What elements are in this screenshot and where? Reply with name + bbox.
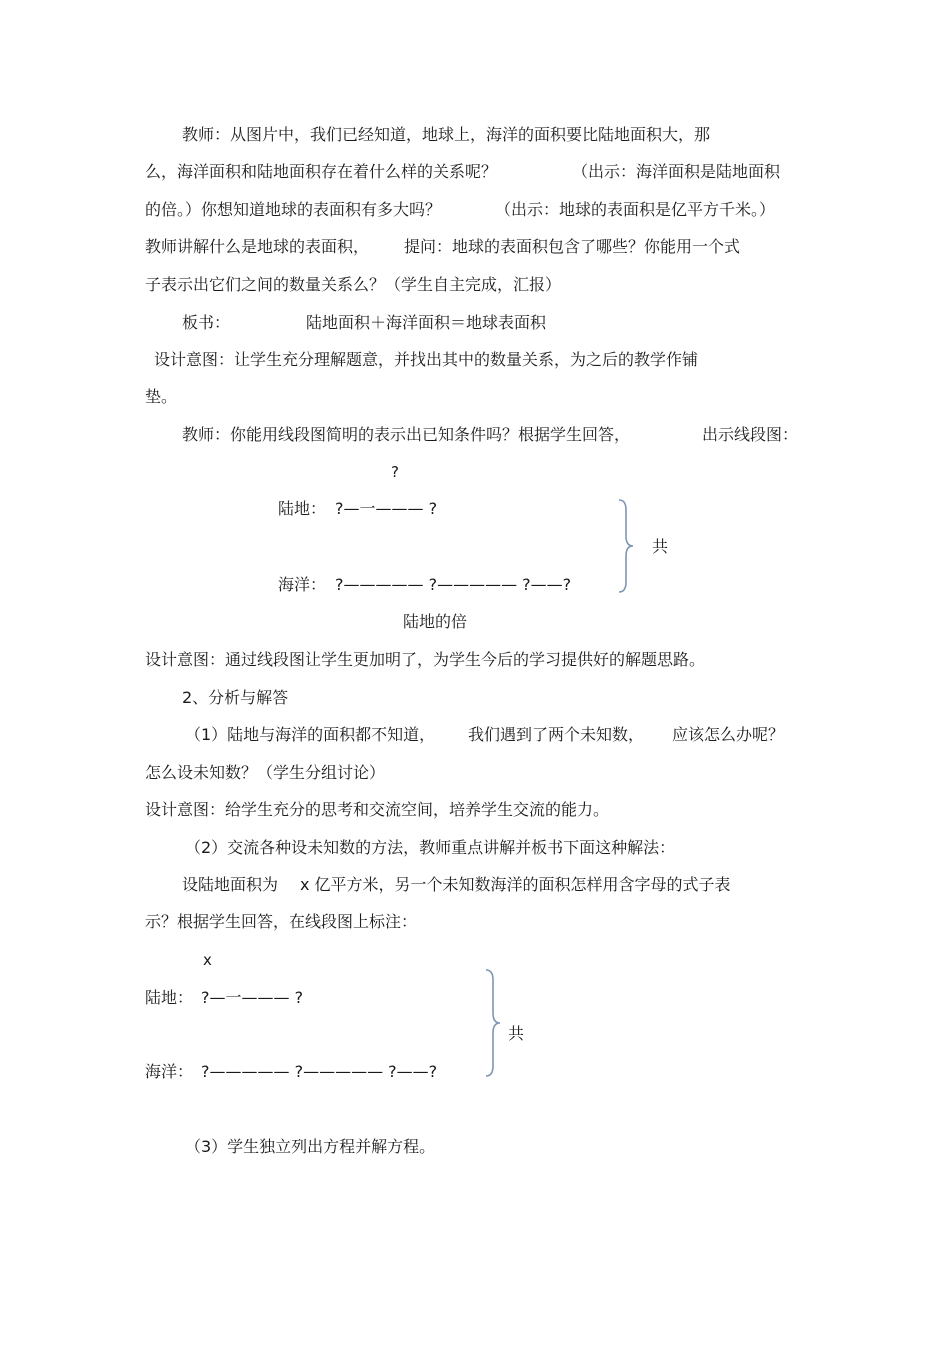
- teacher-line-5: 子表示出它们之间的数量关系么？（学生自主完成，汇报）: [145, 275, 562, 294]
- set-unknown-b: x 亿平方米，另一个未知数海洋的面积怎样用含字母的式子表: [300, 875, 731, 894]
- diagram-1-top-mark: ?: [391, 463, 399, 481]
- question-1c: 应该怎么办呢？: [672, 725, 785, 744]
- teacher-question-2a: 教师：你能用线段图简明的表示出已知条件吗？根据学生回答，: [182, 425, 631, 444]
- diagram-1-ocean-line: ?————— ?————— ?——?: [335, 575, 572, 594]
- diagram-1-total: 共: [652, 537, 669, 556]
- diagram-1-ocean-label: 海洋：: [278, 575, 327, 594]
- question-1b: 我们遇到了两个未知数，: [468, 725, 645, 744]
- question-3: （3）学生独立列出方程并解方程。: [185, 1137, 436, 1156]
- diagram-1-brace-icon: [615, 498, 639, 594]
- design-intent-3: 设计意图：给学生充分的思考和交流空间，培养学生交流的能力。: [145, 800, 610, 819]
- question-1a: （1）陆地与海洋的面积都不知道，: [185, 725, 436, 744]
- teacher-line-1: 教师：从图片中，我们已经知道，地球上，海洋的面积要比陆地面积大，那: [182, 125, 711, 144]
- diagram-2-ocean-label: 海洋：: [145, 1062, 194, 1081]
- diagram-1-land-label: 陆地：: [278, 499, 327, 518]
- board-label: 板书：: [182, 313, 231, 332]
- board-formula: 陆地面积＋海洋面积＝地球表面积: [306, 313, 547, 332]
- design-intent-1-line-2: 垫。: [145, 387, 178, 406]
- question-1-line-2: 怎么设未知数？（学生分组讨论）: [145, 763, 386, 782]
- design-intent-1-line-1: 设计意图：让学生充分理解题意，并找出其中的数量关系，为之后的教学作铺: [154, 350, 699, 369]
- diagram-1-land-line: ?—一——— ?: [335, 499, 438, 518]
- diagram-2-top-mark: x: [203, 951, 212, 969]
- diagram-2-land-label: 陆地：: [145, 988, 194, 1007]
- teacher-line-2b: （出示：海洋面积是陆地面积: [572, 162, 781, 181]
- diagram-2-ocean-line: ?————— ?————— ?——?: [201, 1062, 438, 1081]
- design-intent-2: 设计意图：通过线段图让学生更加明了，为学生今后的学习提供好的解题思路。: [145, 650, 706, 669]
- teacher-line-2a: 么，海洋面积和陆地面积存在着什么样的关系呢？: [145, 162, 498, 181]
- teacher-line-3a: 的倍。）你想知道地球的表面积有多大吗？: [145, 200, 442, 219]
- set-unknown-a: 设陆地面积为: [182, 875, 279, 894]
- set-unknown-line-2: 示？根据学生回答，在线段图上标注：: [145, 912, 418, 931]
- teacher-line-4a: 教师讲解什么是地球的表面积，: [145, 237, 370, 256]
- section-heading-2: 2、分析与解答: [182, 688, 289, 707]
- teacher-line-4b: 提问：地球的表面积包含了哪些？你能用一个式: [404, 237, 741, 256]
- question-2: （2）交流各种设未知数的方法，教师重点讲解并板书下面这种解法：: [185, 838, 676, 857]
- diagram-2-land-line: ?—一——— ?: [201, 988, 304, 1007]
- diagram-1-caption: 陆地的倍: [403, 612, 468, 631]
- teacher-line-3b: （出示：地球的表面积是亿平方千米。）: [495, 200, 776, 219]
- diagram-2-brace-icon: [482, 968, 506, 1078]
- diagram-2-total: 共: [508, 1024, 525, 1043]
- teacher-question-2b: 出示线段图：: [702, 425, 799, 444]
